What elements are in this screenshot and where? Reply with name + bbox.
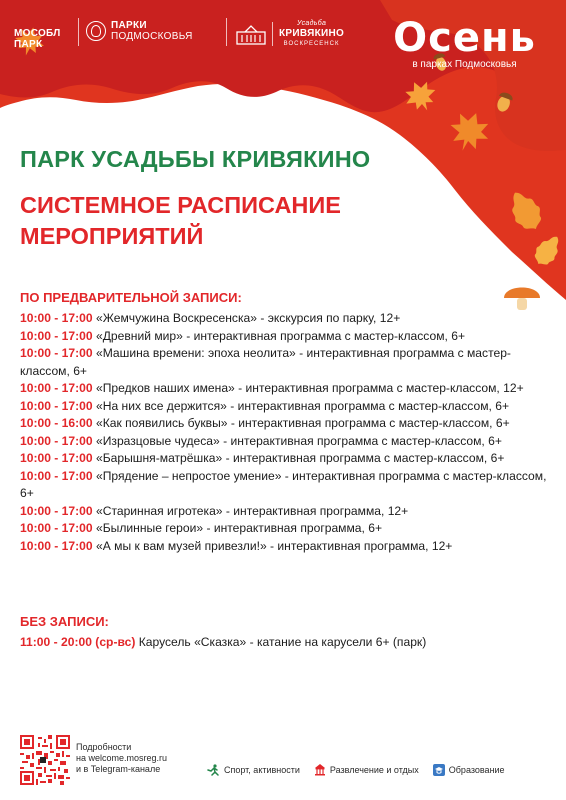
schedule-item <box>20 520 552 538</box>
schedule-item <box>20 345 552 380</box>
schedule-item <box>20 634 552 652</box>
details-line3: и в Telegram-канале <box>76 764 161 774</box>
schedule-title-line1: СИСТЕМНОЕ РАСПИСАНИЕ <box>20 192 341 218</box>
event-time: 10:00 - 17:00 <box>20 346 93 360</box>
qr-code[interactable] <box>20 735 70 785</box>
legend-edu <box>433 764 505 776</box>
walkin-heading: БЕЗ ЗАПИСИ: <box>20 614 109 629</box>
event-time: 10:00 - 16:00 <box>20 416 93 430</box>
mosobl-line1: МОСОБЛ <box>14 28 61 39</box>
parki-podmoskovya-logo <box>86 20 193 42</box>
event-time: 10:00 - 17:00 <box>20 398 93 413</box>
logo-divider <box>272 22 273 46</box>
running-man-icon <box>206 764 220 776</box>
prebook-list <box>20 310 552 555</box>
schedule-item <box>20 398 552 416</box>
event-time: 10:00 - 17:00 <box>20 521 93 535</box>
event-time: 10:00 - 17:00 <box>20 503 93 518</box>
event-description: «Былинные герои» - интерактивная программа, 6+ <box>92 521 383 535</box>
legend-edu-label: Образование <box>448 764 505 775</box>
event-description: «Старинная игротека» - интерактивная программа, 12+ <box>92 503 409 518</box>
legend-sport <box>206 764 300 776</box>
prebook-section <box>20 289 552 555</box>
schedule-item <box>20 433 552 451</box>
schedule-item <box>20 310 552 328</box>
mosobl-line2: ПАРК <box>14 39 43 50</box>
event-time: 10:00 - 17:00 <box>20 311 93 325</box>
schedule-title-line2: МЕРОПРИЯТИЙ <box>20 223 204 249</box>
krv-name: КРИВЯКИНО <box>279 28 345 39</box>
krv-usadba: Усадьба <box>296 20 327 27</box>
legend-sport-label: Спорт, активности <box>224 764 300 775</box>
walkin-section <box>20 613 552 652</box>
schedule-item <box>20 503 552 521</box>
event-time: 10:00 - 17:00 <box>20 451 93 465</box>
manor-house-icon <box>236 23 266 45</box>
osen-word: Осень <box>393 15 536 61</box>
schedule-item <box>20 328 552 346</box>
schedule-item <box>20 538 552 556</box>
krv-sub: ВОСКРЕСЕНСК <box>283 41 340 47</box>
footer <box>20 735 546 789</box>
details-line2: на welcome.mosreg.ru <box>76 753 168 763</box>
event-description: «Жемчужина Воскресенска» - экскурсия по парку, 12+ <box>92 311 401 325</box>
schedule-item <box>20 450 552 468</box>
schedule-item <box>20 415 552 433</box>
event-time: 10:00 - 17:00 <box>20 538 93 553</box>
walkin-list <box>20 634 552 652</box>
leaf-emblem-icon <box>86 21 106 41</box>
krivyakino-logo <box>236 19 344 49</box>
prebook-heading: ПО ПРЕДВАРИТЕЛЬНОЙ ЗАПИСИ: <box>20 290 242 305</box>
event-description: «Изразцовые чудеса» - интерактивная программа с мастер-классом, 6+ <box>92 433 502 448</box>
event-time: 10:00 - 17:00 <box>20 433 93 448</box>
event-description: «Прядение – непростое умение» - интерактивная программа с мастер-классом, 6+ <box>20 468 547 500</box>
event-description: «Как появились буквы» - интерактивная программа с мастер-классом, 6+ <box>92 416 510 430</box>
event-description: «А мы к вам музей привезли!» - интерактивная программа, 12+ <box>92 538 453 553</box>
logo-divider <box>78 18 79 46</box>
details-line1: Подробности <box>76 742 132 752</box>
parki-line2: ПОДМОСКОВЬЯ <box>111 31 193 42</box>
schedule-title <box>20 190 440 252</box>
legend-fun <box>314 763 419 776</box>
event-time: 10:00 - 17:00 <box>20 381 93 395</box>
osen-logo <box>377 15 552 70</box>
mosobl-park-logo <box>14 28 61 50</box>
logo-divider <box>226 18 227 46</box>
event-description: «Барышня-матрёшка» - интерактивная программа с мастер-классом, 6+ <box>92 451 505 465</box>
details-note <box>76 742 196 775</box>
event-time: 10:00 - 17:00 <box>20 328 93 343</box>
event-description: Карусель «Сказка» - катание на карусели 6+ (парк) <box>135 635 427 649</box>
logo-strip <box>14 14 552 74</box>
event-time: 11:00 - 20:00 (ср-вс) <box>20 635 136 649</box>
schedule-item <box>20 380 552 398</box>
event-description: «Предков наших имена» - интерактивная программа с мастер-классом, 12+ <box>92 381 524 395</box>
event-description: «Древний мир» - интерактивная программа с мастер-классом, 6+ <box>92 328 466 343</box>
event-description: «На них все держится» - интерактивная программа с мастер-классом, 6+ <box>92 398 510 413</box>
park-title: ПАРК УСАДЬБЫ КРИВЯКИНО <box>20 146 371 172</box>
carousel-icon <box>314 763 326 776</box>
schedule-item <box>20 468 552 503</box>
event-description: «Машина времени: эпоха неолита» - интерактивная программа с мастер-классом, 6+ <box>20 346 511 378</box>
osen-sub: в парках Подмосковья <box>412 59 517 70</box>
parki-line1: ПАРКИ <box>111 20 147 31</box>
education-icon <box>433 764 445 776</box>
legend-fun-label: Развлечение и отдых <box>329 764 419 775</box>
category-legend <box>206 763 505 776</box>
event-time: 10:00 - 17:00 <box>20 468 93 483</box>
